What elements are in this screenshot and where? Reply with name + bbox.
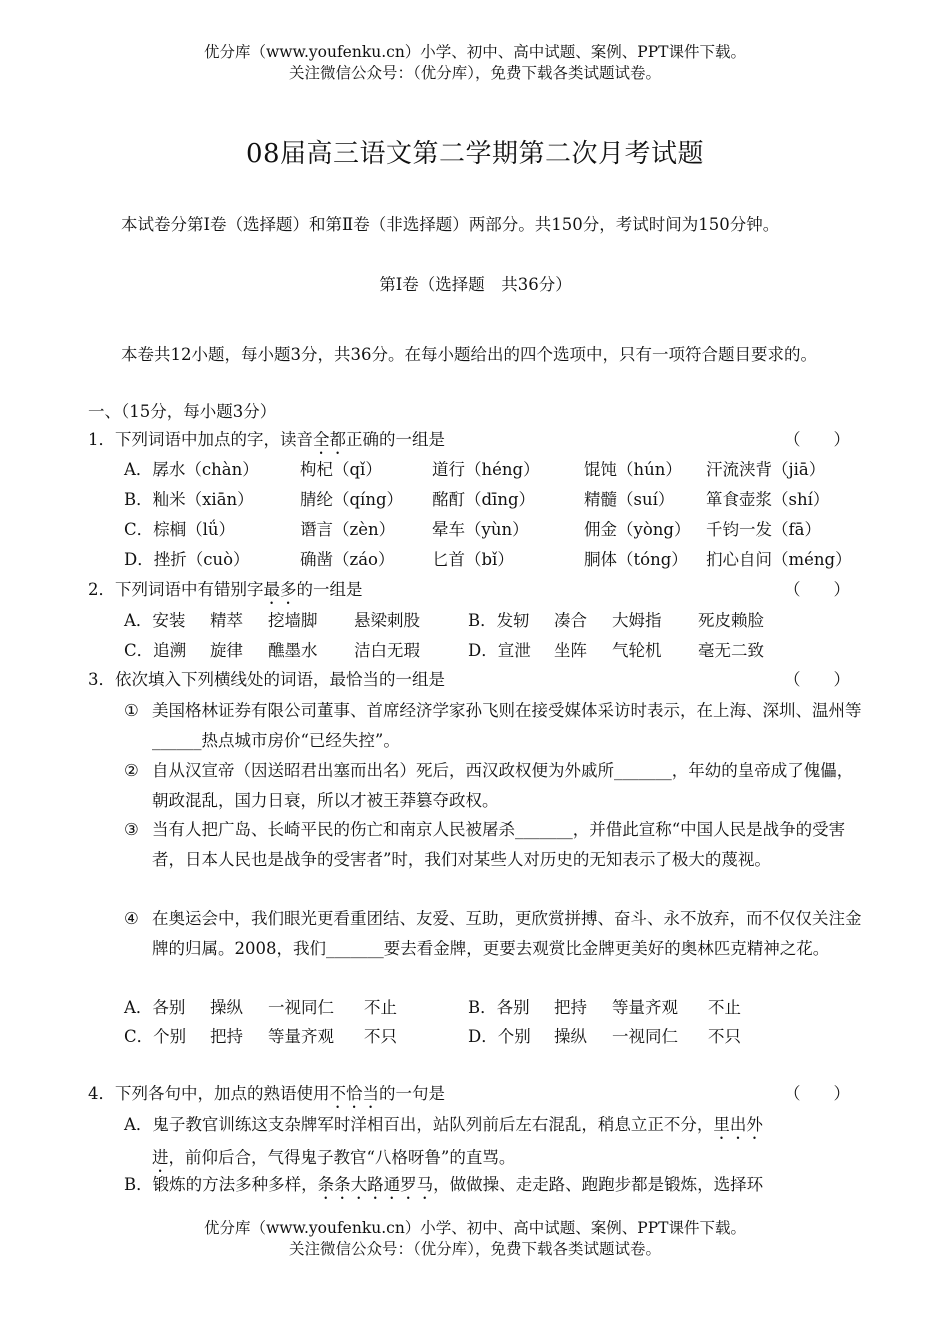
question-1-option-c: C．棕榈（lǘ） 谮言（zèn） 晕车（yùn） 佣金（yòng） 千钧一发（fā） — [124, 520, 821, 539]
part1-heading: 第Ⅰ卷（选择题 共36分） — [379, 275, 572, 294]
question-3-stem: 3．依次填入下列横线处的词语，最恰当的一组是 — [88, 670, 445, 689]
exam-intro: 本试卷分第Ⅰ卷（选择题）和第Ⅱ卷（非选择题）两部分。共150分，考试时间为150分钟。 — [121, 215, 780, 234]
footer-line-2: 关注微信公众号：（优分库），免费下载各类试题试卷。 — [288, 1240, 661, 1258]
question-4-option-b: B．锻炼的方法多种多样，条条大路通罗马，做做操、走走路、跑跑步都是锻炼，选择环 — [124, 1175, 764, 1194]
answer-bracket: （ ） — [784, 1084, 850, 1103]
question-4-option-a: A．鬼子教官训练这支杂牌军时洋相百出，站队列前后左右混乱，稍息立正不分，里出外 进，前仰后合，气得鬼子教官“八格呀鲁”的直骂。 — [124, 1115, 763, 1167]
question-2-options-ab: A．安装 精萃 挖墙脚 悬梁刺股 B．发轫 凑合 大姆指 死皮赖脸 — [124, 611, 764, 630]
part1-note: 本卷共12小题，每小题3分，共36分。在每小题给出的四个选项中，只有一项符合题目要求的。 — [121, 345, 817, 364]
answer-bracket: （ ） — [784, 670, 850, 689]
page-header — [0, 42, 950, 84]
question-1-option-b: B．籼米（xiān） 腈纶（qíng） 酩酊（dīng） 精髓（suí） 箪食壶浆（shí） — [124, 490, 830, 509]
question-3-options-cd: C．个别 把持 等量齐观 不只 D．个别 操纵 一视同仁 不只 — [124, 1027, 741, 1046]
page-title: 08届高三语文第二学期第二次月考试题 — [245, 139, 705, 169]
question-3-sentence-3: ③ 当有人把广岛、长崎平民的伤亡和南京人民被屠杀_______，并借此宣称“中国人民是战争的受害者，日本人民也是战争的受害者”时，我们对某些人对历史的无知表示了极大的蔑视。 — [124, 820, 846, 869]
question-1-stem: 1．下列词语中加点的字，读音全都正确的一组是 — [88, 430, 445, 449]
answer-bracket: （ ） — [784, 430, 850, 449]
question-4-stem: 4．下列各句中，加点的熟语使用不恰当的一句是 — [88, 1084, 445, 1103]
question-2-stem: 2．下列词语中有错别字最多的一组是 — [88, 580, 363, 599]
header-line-1: 优分库（www.youfenku.cn）小学、初中、高中试题、案例、PPT课件下载。 — [203, 43, 747, 61]
question-3-sentence-1: ① 美国格林证券有限公司董事、首席经济学家孙飞则在接受媒体采访时表示，在上海、深圳、温州等______热点城市房价“已经失控”。 — [124, 701, 862, 750]
question-3-sentence-4: ④ 在奥运会中，我们眼光更看重团结、友爱、互助，更欣赏拼搏、奋斗、永不放弃，而不仅仅关注金牌的归属。2008，我们_______要去看金牌，更要去观赏比金牌更美好的奥林匹克精神之花。 — [124, 909, 862, 958]
question-1-option-d: D．挫折（cuò） 确凿（záo） 匕首（bǐ） 胴体（tóng） 扪心自问（méng） — [124, 550, 852, 569]
question-3-sentence-2: ② 自从汉宣帝（因送昭君出塞而出名）死后，西汉政权便为外戚所_______，年幼的皇帝成了傀儡，朝政混乱，国力日衰，所以才被王莽篡夺政权。 — [124, 761, 854, 810]
footer-line-1: 优分库（www.youfenku.cn）小学、初中、高中试题、案例、PPT课件下载。 — [203, 1219, 747, 1237]
question-2-options-cd: C．追溯 旋律 醮墨水 洁白无瑕 D．宣泄 坐阵 气轮机 毫无二致 — [124, 641, 764, 660]
question-1-option-a: A．孱水（chàn） 枸杞（qǐ） 道行（héng） 馄饨（hún） 汗流浃背（jiā） — [124, 460, 826, 479]
section-1-heading: 一、（15分，每小题3分） — [88, 402, 277, 421]
page-footer — [0, 1218, 950, 1260]
question-3-options-ab: A．各别 操纵 一视同仁 不止 B．各别 把持 等量齐观 不止 — [124, 998, 741, 1017]
answer-bracket: （ ） — [784, 580, 850, 599]
header-line-2: 关注微信公众号：（优分库），免费下载各类试题试卷。 — [288, 64, 661, 82]
